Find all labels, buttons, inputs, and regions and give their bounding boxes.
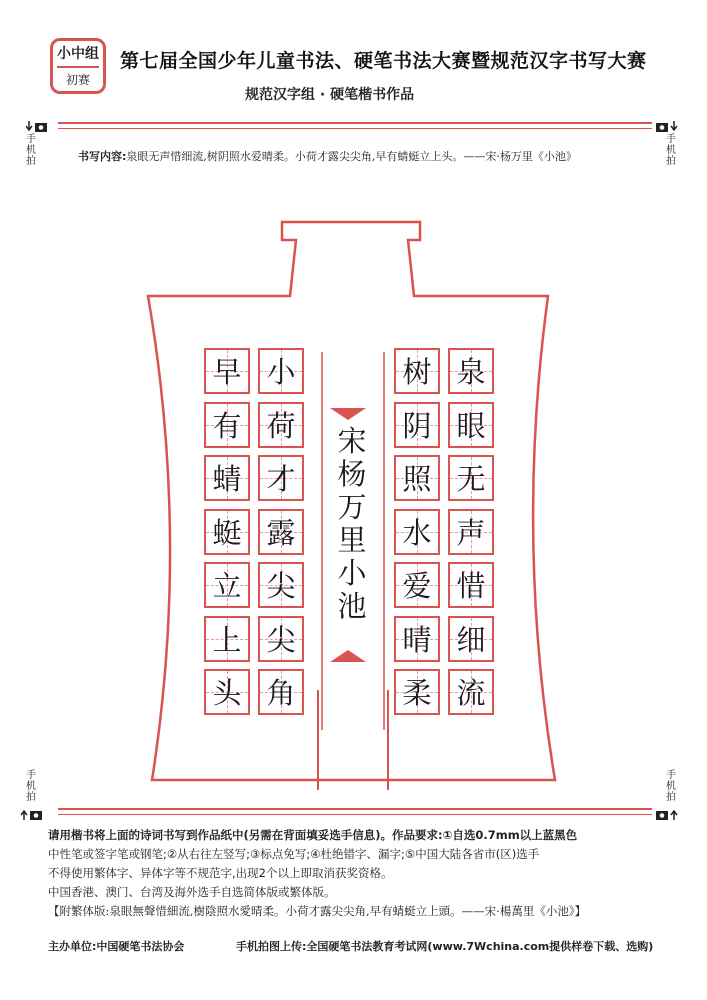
- bottom-rule: [58, 808, 652, 810]
- requirements: [48, 826, 662, 921]
- writing-content-text: 泉眼无声惜细流,树阴照水爱晴柔。小荷才露尖尖角,早有蜻蜓立上头。——宋·杨万里《小池》: [126, 150, 577, 163]
- badge-round: 初赛: [65, 73, 90, 87]
- grid-cell: [448, 455, 494, 501]
- corner-marker-bl: [20, 806, 44, 825]
- grid-character: 水: [402, 515, 432, 550]
- badge-group: 小中组: [57, 46, 99, 62]
- grid-character: 惜: [456, 569, 486, 603]
- grid-cell: [258, 562, 304, 608]
- traditional-version: 【附繁体版:泉眼無聲惜細流,樹陰照水愛晴柔。小荷才露尖尖角,早有蜻蜓立上頭。——宋·楊萬里《小池》】: [48, 904, 587, 918]
- grid-character: 蜓: [212, 515, 242, 550]
- grid-cell: [204, 509, 250, 555]
- grid-character: 眼: [456, 408, 486, 443]
- page-subtitle: 规范汉字组 · 硬笔楷书作品: [245, 87, 415, 103]
- grid-character: 上: [212, 622, 242, 657]
- grid-cell: [394, 669, 440, 715]
- grid-character: 尖: [266, 569, 296, 603]
- grid-character: 荷: [266, 408, 296, 443]
- grid-cell: [258, 669, 304, 715]
- grid-character: 尖: [266, 622, 296, 657]
- grid-cell: [204, 402, 250, 448]
- grid-cell: [448, 669, 494, 715]
- signature-character: 里: [337, 523, 367, 557]
- grid-cell: [448, 348, 494, 394]
- grid-cell: [204, 348, 250, 394]
- signature-character: 万: [337, 490, 367, 524]
- grid-character: 立: [212, 569, 242, 603]
- grid-cell: [258, 509, 304, 555]
- corner-marker-br: [656, 806, 680, 825]
- side-label-tr: 手机拍: [666, 134, 676, 167]
- signature-character: 小: [337, 556, 367, 590]
- grid-character: 柔: [402, 676, 432, 710]
- grid-character: 树: [402, 355, 432, 389]
- grid-character: 才: [266, 462, 296, 496]
- camera-icon: [20, 809, 44, 821]
- grid-character: 头: [212, 676, 242, 710]
- grid-character: 照: [402, 462, 432, 496]
- camera-icon: [656, 809, 680, 821]
- side-label-br: 手机拍: [666, 770, 676, 803]
- page-title: 第七届全国少年儿童书法、硬笔书法大赛暨规范汉字书写大赛: [120, 50, 647, 72]
- grid-character: 阴: [402, 408, 432, 443]
- grid-cell: [394, 455, 440, 501]
- grid-cell: [394, 562, 440, 608]
- grid-cell: [204, 669, 250, 715]
- grid-cell: [204, 562, 250, 608]
- grid-cell: [448, 509, 494, 555]
- grid-cell: [394, 348, 440, 394]
- grid-cell: [448, 402, 494, 448]
- signature-character: 宋: [337, 424, 367, 458]
- grid-character: 声: [456, 515, 486, 550]
- grid-cell: [394, 509, 440, 555]
- grid-cell: [204, 616, 250, 662]
- grid-cell: [448, 616, 494, 662]
- signature-column: [330, 425, 374, 623]
- side-label-tl: 手机拍: [26, 134, 36, 167]
- writing-content-label: 书写内容:: [78, 150, 127, 163]
- grid-character: 无: [456, 462, 486, 496]
- grid-character: 角: [266, 676, 296, 710]
- grid-cell: [258, 348, 304, 394]
- side-label-bl: 手机拍: [26, 770, 36, 803]
- bottom-rule-thin: [58, 814, 652, 815]
- grid-character: 泉: [456, 355, 486, 389]
- grid-character: 小: [266, 355, 296, 389]
- grid-cell: [394, 616, 440, 662]
- grid-cell: [258, 455, 304, 501]
- grid-character: 晴: [402, 622, 432, 657]
- grid-cell: [394, 402, 440, 448]
- grid-cell: [204, 455, 250, 501]
- signature-character: 池: [337, 589, 367, 623]
- organizer: 主办单位:中国硬笔书法协会: [48, 940, 185, 953]
- requirements-line: 中性笔或签字笔或钢笔;②从右往左竖写;③标点免写;④杜绝错字、漏字;⑤中国大陆各省市(区)选手: [48, 847, 540, 861]
- grid-character: 蜻: [212, 462, 242, 496]
- grid-character: 有: [212, 408, 242, 443]
- requirements-line: 不得使用繁体字、异体字等不规范字,出现2个以上即取消获奖资格。: [48, 866, 393, 880]
- requirements-line: 请用楷书将上面的诗词书写到作品纸中(另需在背面填妥选手信息)。作品要求:①自选0.7mm以上蓝黑色: [48, 828, 578, 842]
- requirements-line: 中国香港、澳门、台湾及海外选手自选简体版或繁体版。: [48, 885, 336, 899]
- grid-character: 露: [266, 515, 296, 550]
- grid-cell: [258, 616, 304, 662]
- grid-character: 流: [456, 676, 486, 710]
- grid-character: 爱: [402, 569, 432, 603]
- grid-character: 细: [456, 622, 486, 657]
- grid-cell: [448, 562, 494, 608]
- upload-info: 手机拍图上传:全国硬笔书法教育考试网(www.7Wchina.com提供样卷下载、选购): [236, 940, 654, 953]
- grid-cell: [258, 402, 304, 448]
- signature-character: 杨: [337, 457, 367, 491]
- grid-character: 早: [212, 355, 242, 389]
